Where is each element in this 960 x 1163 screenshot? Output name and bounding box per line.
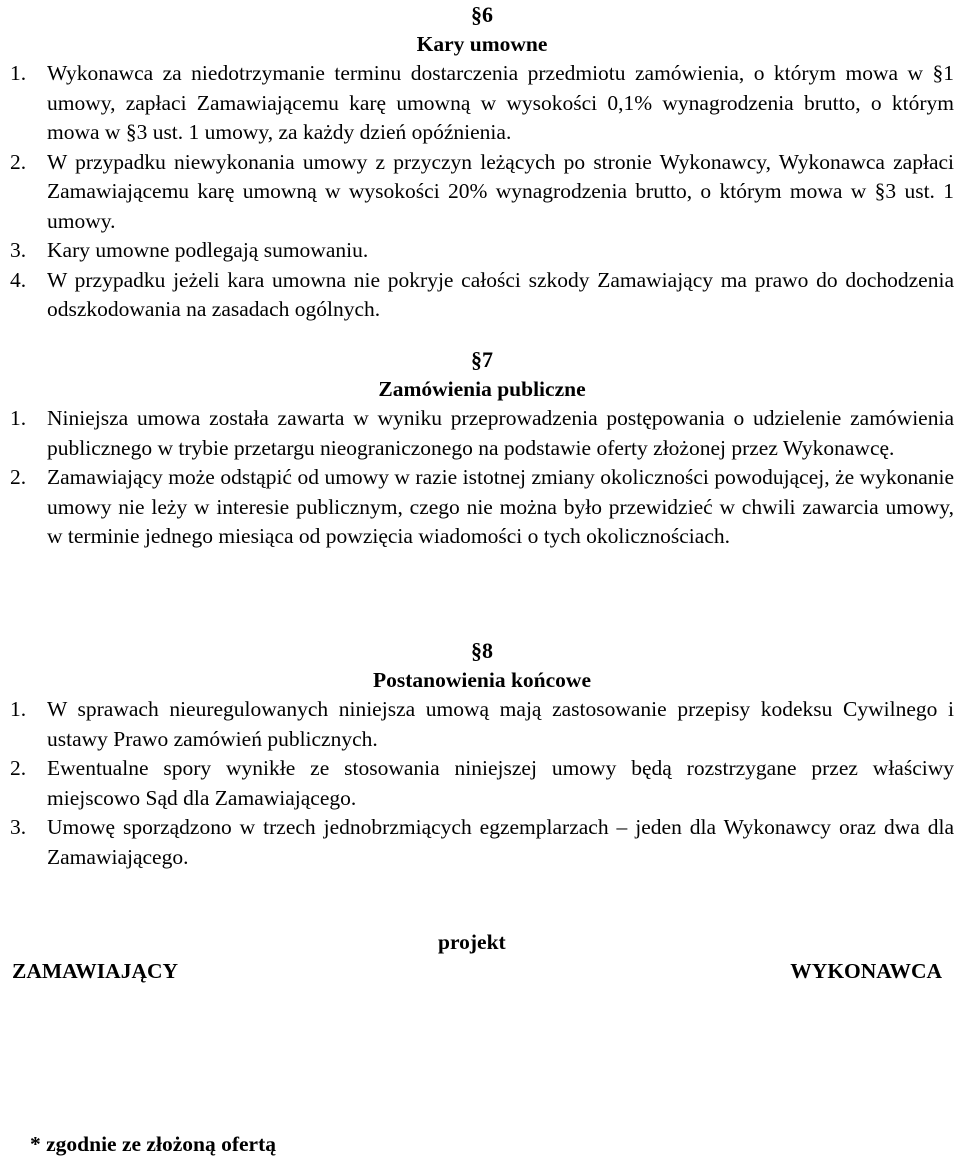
clause-text: Ewentualne spory wynikłe ze stosowania niniejszej umowy będą rozstrzygane przez właściwy miejscowo Sąd dla Zamawiającego. bbox=[47, 756, 954, 810]
clause-item bbox=[10, 266, 954, 325]
footnote: * zgodnie ze złożoną ofertą bbox=[30, 1132, 276, 1156]
clause-number: 1. bbox=[10, 61, 27, 85]
section-8 bbox=[10, 636, 954, 872]
clause-text: W sprawach nieuregulowanych niniejsza umową mają zastosowanie przepisy kodeksu Cywilnego i ustawy Prawo zamówień publicznych. bbox=[47, 697, 954, 751]
clause-number: 3. bbox=[10, 815, 27, 839]
section-heading bbox=[10, 0, 954, 59]
clause-number: 1. bbox=[10, 697, 27, 721]
section-title: Kary umowne bbox=[416, 31, 548, 56]
clause-item bbox=[10, 404, 954, 463]
signature-contractor: WYKONAWCA bbox=[790, 959, 942, 983]
section-number: §8 bbox=[471, 638, 493, 663]
section-number: §6 bbox=[471, 2, 493, 27]
clause-item bbox=[10, 59, 954, 148]
signature-ordering-party: ZAMAWIAJĄCY bbox=[12, 959, 179, 983]
clause-list bbox=[10, 59, 954, 325]
section-6 bbox=[10, 0, 954, 325]
section-heading bbox=[10, 636, 954, 695]
clause-item bbox=[10, 754, 954, 813]
section-heading bbox=[10, 345, 954, 404]
clause-text: Niniejsza umowa została zawarta w wyniku przeprowadzenia postępowania o udzielenie zamówienia publicznego w trybie przetargu nieograniczonego na podstawie oferty złożonej przez Wykonawcę. bbox=[47, 406, 954, 460]
section-title: Postanowienia końcowe bbox=[373, 667, 591, 692]
clause-item bbox=[10, 463, 954, 552]
clause-text: Zamawiający może odstąpić od umowy w razie istotnej zmiany okoliczności powodującej, że wykonanie umowy nie leży w interesie publicznym, czego nie można było przewidzieć w chwili zawarcia umowy, w terminie jednego miesiąca od powzięcia wiadomości o tych okolicznościach. bbox=[47, 465, 954, 548]
clause-text: W przypadku niewykonania umowy z przyczyn leżących po stronie Wykonawcy, Wykonawca zapłaci Zamawiającemu karę umowną w wysokości 20% wynagrodzenia brutto, o którym mowa w §3 ust. 1 umowy. bbox=[47, 149, 954, 233]
clause-list bbox=[10, 695, 954, 872]
clause-number: 4. bbox=[10, 267, 27, 292]
clause-item bbox=[10, 813, 954, 872]
clause-number: 2. bbox=[10, 756, 27, 780]
project-label: projekt bbox=[438, 930, 506, 954]
clause-item bbox=[10, 236, 954, 266]
clause-number: 1. bbox=[10, 406, 27, 430]
clause-text: Umowę sporządzono w trzech jednobrzmiących egzemplarzach – jeden dla Wykonawcy oraz dwa dla Zamawiającego. bbox=[47, 815, 954, 869]
clause-item bbox=[10, 148, 954, 237]
clause-item bbox=[10, 695, 954, 754]
clause-number: 3. bbox=[10, 238, 27, 262]
clause-text: Kary umowne podlegają sumowaniu. bbox=[47, 238, 369, 262]
section-title: Zamówienia publiczne bbox=[378, 376, 586, 401]
clause-text: Wykonawca za niedotrzymanie terminu dostarczenia przedmiotu zamówienia, o którym mowa w §1 umowy, zapłaci Zamawiającemu karę umowną w wysokości 0,1% wynagrodzenia brutto, o którym mowa w §3 ust. 1 umowy, za każdy dzień opóźnienia. bbox=[47, 61, 954, 144]
section-7 bbox=[10, 345, 954, 552]
clause-number: 2. bbox=[10, 465, 27, 489]
clause-text: W przypadku jeżeli kara umowna nie pokryje całości szkody Zamawiający ma prawo do dochodzenia odszkodowania na zasadach ogólnych. bbox=[47, 267, 954, 321]
clause-number: 2. bbox=[10, 149, 27, 174]
section-number: §7 bbox=[471, 347, 493, 372]
clause-list bbox=[10, 404, 954, 552]
